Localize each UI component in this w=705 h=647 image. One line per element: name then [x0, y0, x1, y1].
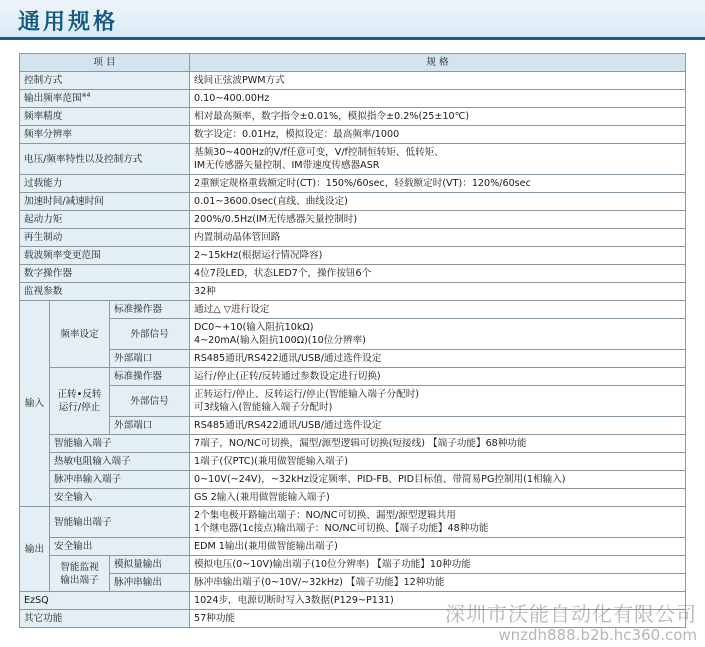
row-value: 运行/停止(正转/反转通过参数设定进行切换) [190, 368, 686, 386]
table-row [20, 556, 686, 574]
table-row [20, 507, 686, 538]
row-value: 0~10V(~24V)，~32kHz设定频率、PID-FB、PID目标值、带简易PG控制用(1相输入) [190, 471, 686, 489]
row-value: DC0~+10(输入阻抗10kΩ) 4~20mA(输入阻抗100Ω)(10位分辨率) [190, 319, 686, 350]
row-label: 频率精度 [20, 108, 190, 126]
table-row [20, 453, 686, 471]
row-label: 其它功能 [20, 610, 190, 628]
sub-label: 模拟量输出 [110, 556, 190, 574]
table-row [20, 144, 686, 175]
sub-label: 外部信号 [110, 319, 190, 350]
group-label-freq-setting: 频率设定 [50, 301, 110, 368]
row-label: 加速时间/减速时间 [20, 193, 190, 211]
table-row [20, 489, 686, 507]
row-value: 2个集电极开路输出端子：NO/NC可切换、漏型/源型逻辑共用 1个继电器(1c接点)输出端子：NO/NC可切换、【端子功能】48种功能 [190, 507, 686, 538]
row-value: 1024步，电源切断时写入3数据(P129~P131) [190, 592, 686, 610]
footnote-mark: ※4 [81, 91, 91, 99]
row-value: 2~15kHz(根据运行情况降容) [190, 247, 686, 265]
row-label: 监视参数 [20, 283, 190, 301]
row-value: 正转运行/停止、反转运行/停止(智能输入端子分配时) 可3线输入(智能输入端子分配时) [190, 386, 686, 417]
row-value: 32种 [190, 283, 686, 301]
row-label: 脉冲串输入端子 [50, 471, 190, 489]
table-row [20, 126, 686, 144]
section-label-output: 输出 [20, 507, 50, 592]
table-row [20, 386, 686, 417]
spec-table [19, 53, 686, 628]
row-value: RS485通讯/RS422通讯/USB/通过选件设定 [190, 350, 686, 368]
row-value: 模拟电压(0~10V)输出端子(10位分辨率) 【端子功能】10种功能 [190, 556, 686, 574]
row-value: GS 2输入(兼用做智能输入端子) [190, 489, 686, 507]
table-row [20, 319, 686, 350]
table-row [20, 368, 686, 386]
row-label: 起动力矩 [20, 211, 190, 229]
row-value: 0.10~400.00Hz [190, 90, 686, 108]
row-value: 4位7段LED，状态LED7个，操作按钮6个 [190, 265, 686, 283]
table-row [20, 538, 686, 556]
table-row [20, 350, 686, 368]
row-value: 通过△ ▽进行设定 [190, 301, 686, 319]
sub-label: 外部端口 [110, 350, 190, 368]
table-row [20, 265, 686, 283]
sub-label: 标准操作器 [110, 368, 190, 386]
table-row [20, 108, 686, 126]
row-label: 智能输入端子 [50, 435, 190, 453]
watermark-url: wnzdh888.b2b.hc360.com [498, 626, 697, 644]
row-value: 200%/0.5Hz(IM无传感器矢量控制时) [190, 211, 686, 229]
sub-label: 标准操作器 [110, 301, 190, 319]
sub-label: 外部端口 [110, 417, 190, 435]
row-label: 热敏电阻输入端子 [50, 453, 190, 471]
table-row [20, 211, 686, 229]
row-value: 脉冲串输出端子(0~10V/~32kHz) 【端子功能】12种功能 [190, 574, 686, 592]
row-value: 7端子，NO/NC可切换，漏型/源型逻辑可切换(短接线) 【端子功能】68种功能 [190, 435, 686, 453]
row-value: EDM 1输出(兼用做智能输出端子) [190, 538, 686, 556]
table-row [20, 247, 686, 265]
table-row [20, 193, 686, 211]
row-label: 安全输入 [50, 489, 190, 507]
row-value: 内置制动晶体管回路 [190, 229, 686, 247]
row-value: 基频30~400Hz的V/f任意可变，V/f控制恒转矩、低转矩、 IM无传感器矢量控制、IM带速度传感器ASR [190, 144, 686, 175]
row-label: 载波频率变更范围 [20, 247, 190, 265]
table-row [20, 72, 686, 90]
section-label-input: 输入 [20, 301, 50, 507]
row-label: 频率分辨率 [20, 126, 190, 144]
row-value: 57种功能 [190, 610, 686, 628]
row-value: 2重额定规格重载额定时(CT)：150%/60sec，轻载额定时(VT)：120%/60sec [190, 175, 686, 193]
header-spec: 规 格 [190, 54, 686, 72]
table-row [20, 175, 686, 193]
page-title: 通用规格 [18, 10, 119, 35]
table-row [20, 417, 686, 435]
row-value: 数字设定：0.01Hz，模拟设定：最高频率/1000 [190, 126, 686, 144]
row-value: 线间正弦波PWM方式 [190, 72, 686, 90]
table-row [20, 471, 686, 489]
row-label: 输出频率范围$^{※4}$ [20, 90, 190, 108]
row-value: 0.01~3600.0sec(直线、曲线设定) [190, 193, 686, 211]
table-row [20, 229, 686, 247]
header-item: 项 目 [20, 54, 190, 72]
group-label-smart-monitor: 智能监视 输出端子 [50, 556, 110, 592]
page-header [0, 0, 705, 40]
table-row [20, 435, 686, 453]
row-label: 过载能力 [20, 175, 190, 193]
sub-label: 脉冲串输出 [110, 574, 190, 592]
row-label: EzSQ [20, 592, 190, 610]
table-row [20, 574, 686, 592]
row-label: 安全输出 [50, 538, 190, 556]
row-label: 再生制动 [20, 229, 190, 247]
row-value: RS485通讯/RS422通讯/USB/通过选件设定 [190, 417, 686, 435]
sub-label: 外部信号 [110, 386, 190, 417]
row-label: 控制方式 [20, 72, 190, 90]
row-value: 1端子(仅PTC)(兼用做智能输入端子) [190, 453, 686, 471]
row-label: 电压/频率特性以及控制方式 [20, 144, 190, 175]
row-label: 数字操作器 [20, 265, 190, 283]
row-value: 相对最高频率，数字指令±0.01%，模拟指令±0.2%(25±10℃) [190, 108, 686, 126]
table-row [20, 90, 686, 108]
header-underline [0, 37, 705, 40]
watermark-company: 深圳市沃能自动化有限公司 [445, 602, 697, 626]
group-label-run-stop: 正转•反转 运行/停止 [50, 368, 110, 435]
table-row [20, 283, 686, 301]
row-label: 智能输出端子 [50, 507, 190, 538]
table-row [20, 301, 686, 319]
